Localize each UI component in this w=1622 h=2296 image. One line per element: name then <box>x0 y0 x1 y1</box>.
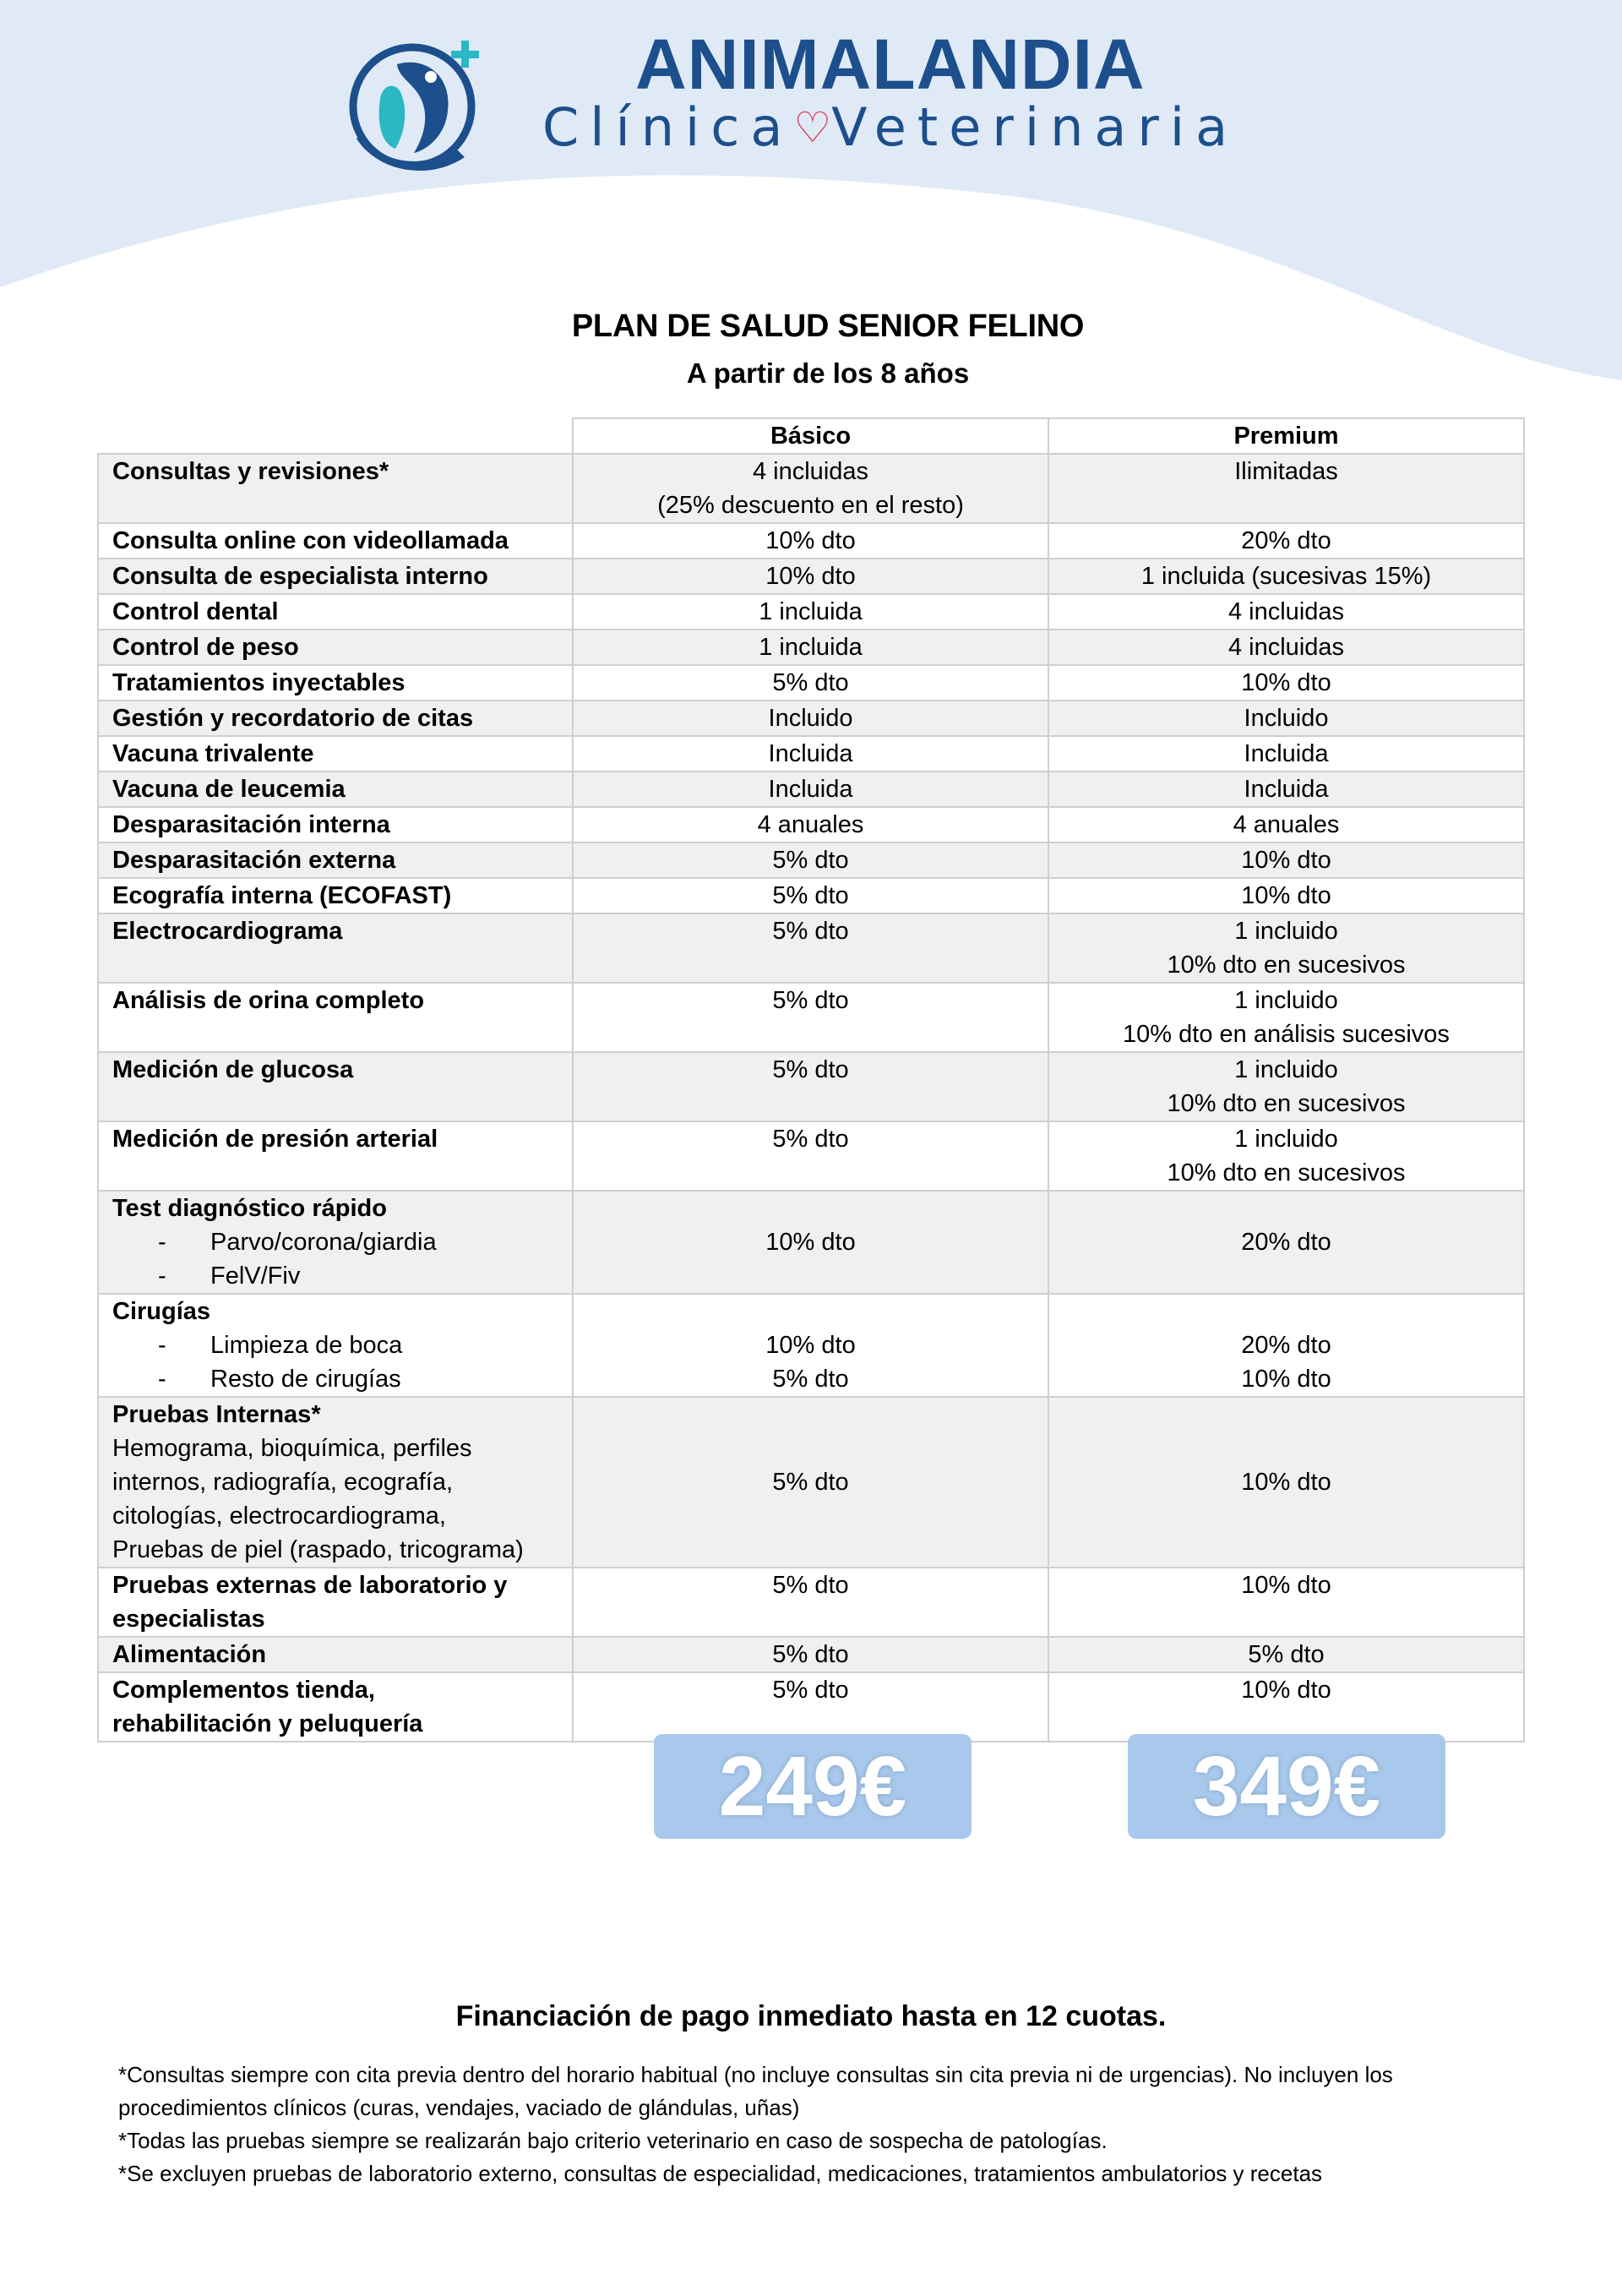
table-header-row <box>98 418 1524 454</box>
table-row <box>98 1052 1524 1121</box>
basic-cell: 5% dto <box>573 878 1048 913</box>
row-sub-item: - Limpieza de boca <box>158 1332 403 1359</box>
cell-line: 20% dto <box>1241 1332 1331 1359</box>
cell-line: 10% dto <box>765 1332 856 1359</box>
brand-subtitle-right: Veterinaria <box>831 96 1239 158</box>
row-label: Consulta de especialista interno <box>98 559 573 594</box>
table-row <box>98 1672 1524 1742</box>
row-sub-item-text: Resto de cirugías <box>210 1366 401 1393</box>
premium-cell: 10% dto <box>1048 1397 1524 1568</box>
column-header-basic: Básico <box>573 418 1048 454</box>
table-row <box>98 983 1524 1052</box>
cell-line: 1 incluido <box>1234 1056 1338 1083</box>
row-label: Tratamientos inyectables <box>98 665 573 701</box>
premium-cell: 5% dto <box>1048 1637 1524 1672</box>
row-sub-item-text: Limpieza de boca <box>210 1332 403 1359</box>
premium-cell <box>1048 1294 1524 1397</box>
premium-cell: 10% dto <box>1048 1672 1524 1742</box>
row-sub-item: - Parvo/corona/giardia <box>158 1229 437 1256</box>
row-label: Desparasitación interna <box>98 807 573 843</box>
row-label: Medición de presión arterial <box>98 1121 573 1191</box>
row-sub-item: - Resto de cirugías <box>158 1366 401 1393</box>
basic-cell <box>573 454 1048 523</box>
premium-cell <box>1048 983 1524 1052</box>
cell-line: 4 incluidas <box>752 458 869 485</box>
premium-cell <box>1048 913 1524 983</box>
table-row <box>98 454 1524 523</box>
premium-cell: 20% dto <box>1048 523 1524 559</box>
premium-cell: 10% dto <box>1048 843 1524 878</box>
row-description-line: Pruebas de piel (raspado, tricograma) <box>112 1536 524 1563</box>
table-row <box>98 630 1524 665</box>
row-label <box>98 1672 573 1742</box>
table-row <box>98 878 1524 913</box>
cell-line: 1 incluido <box>1234 918 1338 945</box>
row-label: Alimentación <box>98 1637 573 1672</box>
table-row <box>98 772 1524 807</box>
cell-line: 10% dto en sucesivos <box>1167 1159 1406 1186</box>
row-sub-item: - FelV/Fiv <box>158 1263 301 1290</box>
basic-cell: 10% dto <box>573 523 1048 559</box>
basic-cell <box>573 1294 1048 1397</box>
row-label: Consultas y revisiones* <box>98 454 573 523</box>
cell-line: 10% dto <box>1241 1366 1331 1393</box>
premium-cell: 1 incluida (sucesivas 15%) <box>1048 559 1524 594</box>
basic-cell: 10% dto <box>573 559 1048 594</box>
brand-subtitle <box>542 96 1239 158</box>
row-description-line: Hemograma, bioquímica, perfiles <box>112 1435 472 1462</box>
row-label-line: rehabilitación y peluquería <box>112 1710 423 1737</box>
basic-cell: 5% dto <box>573 1121 1048 1191</box>
footnote: *Consultas siempre con cita previa dentro del horario habitual (no incluye consultas sin cita previa ni de urgencias). No incluyen los procedimientos clínicos (curas, vendajes, vaciado de glándulas, uñas) <box>118 2062 1393 2120</box>
row-label-line: Pruebas externas de laboratorio y <box>112 1572 508 1599</box>
table-row <box>98 1191 1524 1294</box>
row-label: Control dental <box>98 594 573 630</box>
premium-cell <box>1048 1121 1524 1191</box>
table-row <box>98 594 1524 630</box>
basic-cell: 10% dto <box>573 1191 1048 1294</box>
row-label: Vacuna de leucemia <box>98 772 573 807</box>
row-label-line: Complementos tienda, <box>112 1677 375 1704</box>
cell-line: 1 incluido <box>1234 987 1338 1014</box>
row-label-title: Cirugías <box>112 1298 211 1325</box>
premium-cell: 20% dto <box>1048 1191 1524 1294</box>
basic-cell: 5% dto <box>573 913 1048 983</box>
basic-cell: 1 incluida <box>573 630 1048 665</box>
footnote: *Se excluyen pruebas de laboratorio externo, consultas de especialidad, medicaciones, tratamientos ambulatorios y recetas <box>118 2161 1323 2186</box>
table-row <box>98 1121 1524 1191</box>
heart-pulse-icon: ♡ <box>793 103 832 152</box>
table-header-empty <box>98 418 573 454</box>
footnotes <box>118 2059 1521 2190</box>
footnote: *Todas las pruebas siempre se realizarán bajo criterio veterinario en caso de sospecha de patologías. <box>118 2128 1108 2153</box>
column-header-premium: Premium <box>1048 418 1524 454</box>
table-row <box>98 665 1524 701</box>
row-label-title: Pruebas Internas* <box>112 1401 321 1428</box>
table-row <box>98 736 1524 772</box>
basic-cell: 5% dto <box>573 1672 1048 1742</box>
table-row <box>98 701 1524 736</box>
premium-cell: Incluida <box>1048 772 1524 807</box>
basic-cell: Incluida <box>573 736 1048 772</box>
cell-line: 10% dto en sucesivos <box>1167 952 1406 979</box>
brand-subtitle-left: Clínica <box>542 96 794 158</box>
cell-line: (25% descuento en el resto) <box>657 492 964 519</box>
premium-cell: 10% dto <box>1048 665 1524 701</box>
basic-cell: Incluido <box>573 701 1048 736</box>
row-label-line: especialistas <box>112 1606 265 1633</box>
cell-line: 10% dto en sucesivos <box>1167 1090 1406 1117</box>
premium-cell: 10% dto <box>1048 1568 1524 1637</box>
basic-cell: 5% dto <box>573 843 1048 878</box>
basic-cell: 4 anuales <box>573 807 1048 843</box>
cell-line: 5% dto <box>772 1366 849 1393</box>
premium-cell: Incluida <box>1048 736 1524 772</box>
financing-note: Financiación de pago inmediato hasta en 12 cuotas. <box>455 2000 1167 2032</box>
table-row <box>98 843 1524 878</box>
premium-cell: Ilimitadas <box>1048 454 1524 523</box>
row-label <box>98 1191 573 1294</box>
row-label: Ecografía interna (ECOFAST) <box>98 878 573 913</box>
page-title: PLAN DE SALUD SENIOR FELINO <box>571 308 1085 344</box>
row-label: Electrocardiograma <box>98 913 573 983</box>
premium-cell: Incluido <box>1048 701 1524 736</box>
row-label: Desparasitación externa <box>98 843 573 878</box>
table-row <box>98 523 1524 559</box>
plan-comparison-table <box>97 417 1525 1742</box>
cell-line: 10% dto en análisis sucesivos <box>1123 1021 1450 1048</box>
table-row <box>98 913 1524 983</box>
row-label: Vacuna trivalente <box>98 736 573 772</box>
basic-cell: 5% dto <box>573 665 1048 701</box>
premium-cell: 10% dto <box>1048 878 1524 913</box>
table-row <box>98 1568 1524 1637</box>
table-row <box>98 559 1524 594</box>
premium-cell <box>1048 1052 1524 1121</box>
row-sub-item-text: FelV/Fiv <box>210 1263 301 1290</box>
table-row <box>98 1294 1524 1397</box>
row-label: Análisis de orina completo <box>98 983 573 1052</box>
row-description-line: internos, radiografía, ecografía, <box>112 1469 454 1496</box>
price-badge-basic: 249€ <box>654 1734 972 1839</box>
row-label: Consulta online con videollamada <box>98 523 573 559</box>
row-label <box>98 1294 573 1397</box>
basic-cell: Incluida <box>573 772 1048 807</box>
page-subtitle: A partir de los 8 años <box>686 357 970 389</box>
basic-cell: 5% dto <box>573 1568 1048 1637</box>
table-row <box>98 1397 1524 1568</box>
cell-line: 1 incluido <box>1234 1126 1338 1153</box>
table-row <box>98 807 1524 843</box>
brand-name: ANIMALANDIA <box>635 25 1146 104</box>
premium-cell: 4 anuales <box>1048 807 1524 843</box>
row-label: Control de peso <box>98 630 573 665</box>
row-label: Gestión y recordatorio de citas <box>98 701 573 736</box>
table-row <box>98 1637 1524 1672</box>
row-label <box>98 1397 573 1568</box>
row-sub-item-text: Parvo/corona/giardia <box>210 1229 437 1256</box>
row-label-title: Test diagnóstico rápido <box>112 1195 387 1222</box>
row-description-line: citologías, electrocardiograma, <box>112 1502 446 1530</box>
row-label: Medición de glucosa <box>98 1052 573 1121</box>
row-label <box>98 1568 573 1637</box>
basic-cell: 1 incluida <box>573 594 1048 630</box>
basic-cell: 5% dto <box>573 983 1048 1052</box>
basic-cell: 5% dto <box>573 1637 1048 1672</box>
premium-cell: 4 incluidas <box>1048 594 1524 630</box>
premium-cell: 4 incluidas <box>1048 630 1524 665</box>
price-badge-premium: 349€ <box>1128 1734 1445 1839</box>
basic-cell: 5% dto <box>573 1052 1048 1121</box>
basic-cell: 5% dto <box>573 1397 1048 1568</box>
clinic-logo-icon <box>346 30 490 174</box>
